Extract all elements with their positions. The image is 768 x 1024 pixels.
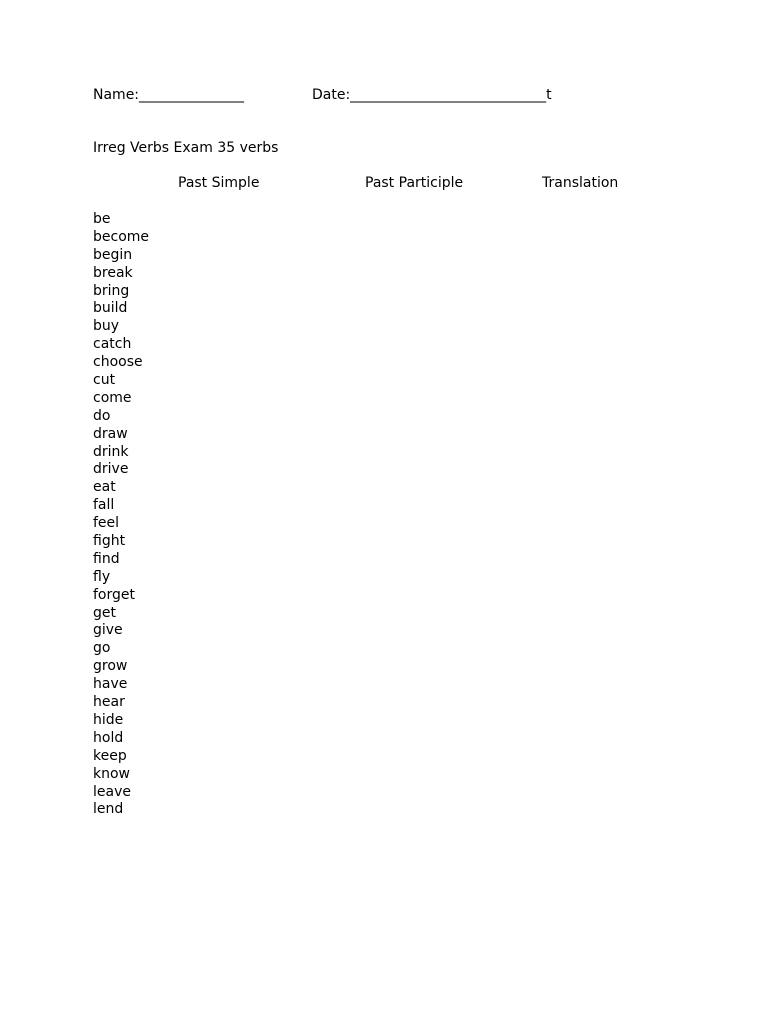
verb-item: keep <box>93 747 127 764</box>
verb-item: begin <box>93 246 133 263</box>
verb-item: come <box>93 389 132 406</box>
name-field: Name:_______________ <box>93 87 245 103</box>
verb-item: leave <box>93 783 131 800</box>
verb-item: become <box>93 228 150 245</box>
date-field: Date:____________________________t <box>312 87 552 103</box>
verb-item: do <box>93 407 111 424</box>
verb-item: catch <box>93 336 132 353</box>
verb-item: fly <box>93 568 111 585</box>
verb-list <box>93 210 149 818</box>
verb-item: forget <box>93 586 135 603</box>
column-header-translation: Translation <box>542 175 619 191</box>
verb-item: drive <box>93 461 129 478</box>
verb-item: bring <box>93 282 130 299</box>
verb-item: grow <box>93 658 128 675</box>
verb-item: build <box>93 300 128 317</box>
verb-item: lend <box>93 801 124 818</box>
column-header-past-participle: Past Participle <box>365 175 464 191</box>
verb-item: hear <box>93 694 125 711</box>
exam-title: Irreg Verbs Exam 35 verbs <box>93 140 279 156</box>
verb-item: know <box>93 765 130 782</box>
verb-item: choose <box>93 354 143 371</box>
verb-item: find <box>93 550 120 567</box>
verb-item: get <box>93 604 116 621</box>
verb-item: eat <box>93 479 116 496</box>
verb-item: feel <box>93 515 120 532</box>
verb-item: hide <box>93 711 124 728</box>
verb-item: have <box>93 676 128 693</box>
verb-item: drink <box>93 443 129 460</box>
verb-item: break <box>93 264 133 281</box>
verb-item: draw <box>93 425 128 442</box>
verb-item: cut <box>93 372 116 389</box>
verb-item: give <box>93 622 123 639</box>
verb-item: fight <box>93 533 126 550</box>
column-header-past-simple: Past Simple <box>178 175 260 191</box>
verb-item: go <box>93 640 111 657</box>
verb-item: fall <box>93 497 115 514</box>
verb-item: be <box>93 211 111 227</box>
verb-item: buy <box>93 318 120 335</box>
verb-item: hold <box>93 729 124 746</box>
